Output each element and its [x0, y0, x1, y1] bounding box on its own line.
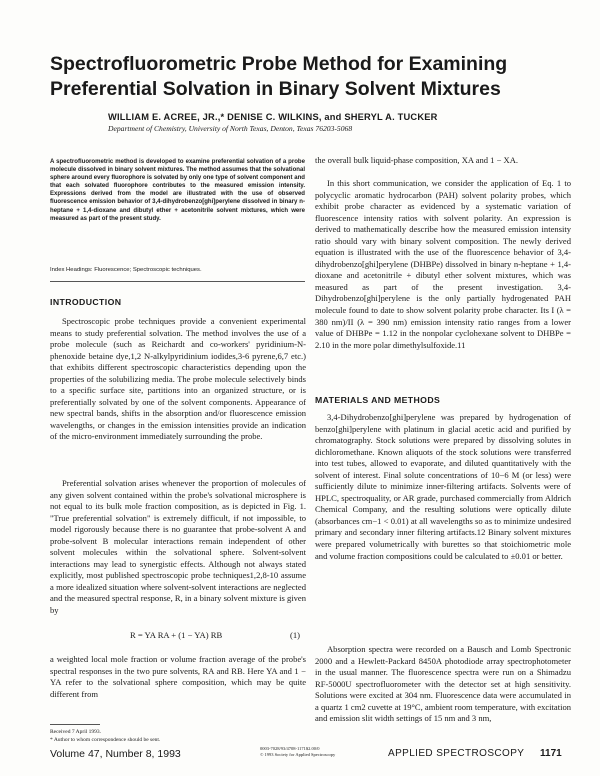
- volume-info: Volume 47, Number 8, 1993: [50, 748, 181, 760]
- article-title: [50, 52, 570, 102]
- intro-paragraph-2: Preferential solvation arises whenever the proportion of molecules of any given solvent contained within the probe's solvational microsphere is not equal to its bulk mole fraction composition, as is depicted in Fig. 1. "True preferential solvation" is extremely difficult, if not impossible, to model rigorously because there is no guarantee that probe-solvent A and probe-solvent B molecular interactions remain independent of other solvent molecules within the solvational sphere. Solvent-solvent interactions may lead to synergistic effects. Although not always stated explicitly, most published spectroscopic probe techniques1,2,8-10 assume a more idealized situation where solvent-solvent interactions are neglected and the measured spectral response, R, in a binary solvent mixture is given by: [50, 478, 306, 616]
- page-number: 1171: [540, 748, 562, 759]
- methods-paragraph-2: Absorption spectra were recorded on a Bausch and Lomb Spectronic 2000 and a Hewlett-Packard 8450A photodiode array spectrophotometer in the usual manner. The fluorescence spectra were run on a Shimadzu RF-5000U spectrofluorometer with the detector set at high sensitivity. Solutions were excited at 304 nm. Fluorescence data were accumulated in a quartz 1 cm2 cuvette at 19°C, ambient room temperature, with excitation and emission slit width settings of 15 nm and 3 nm,: [315, 644, 571, 724]
- affiliation: Department of Chemistry, University of North Texas, Denton, Texas 76203-5068: [108, 124, 353, 133]
- abstract-divider: [50, 281, 305, 282]
- right-paragraph-1: the overall bulk liquid-phase composition, XA and 1 − XA.: [315, 155, 519, 165]
- index-headings: Index Headings: Fluorescence; Spectroscopic techniques.: [50, 267, 202, 273]
- received-footnote: Received 7 April 1993.: [50, 729, 102, 735]
- methods-heading: MATERIALS AND METHODS: [315, 395, 441, 405]
- journal-name: APPLIED SPECTROSCOPY: [388, 748, 525, 759]
- author-list: WILLIAM E. ACREE, JR.,* DENISE C. WILKINS, and SHERYL A. TUCKER: [108, 112, 438, 122]
- issn-code: 0003-7028/93/4708-1171$2.00/0: [260, 746, 320, 751]
- title-line-1: Spectrofluorometric Probe Method for Examining: [50, 53, 508, 75]
- footnote-rule: [50, 724, 100, 725]
- equation-number: (1): [289, 630, 300, 640]
- abstract: A spectrofluorometric method is developed to examine preferential solvation of a probe molecule dissolved in binary solvent mixtures. The method assumes that the solvational sphere around every fluorophore is solvated by only one type of solvent component and that each solvated fluorophore contributes to the measured emission intensity. Expressions derived from the model are illustrated with the use of observed fluorescence emission behavior of 3,4-dihydrobenzo[ghi]perylene dissolved in binary n-heptane + 1,4-dioxane and dibutyl ether + acetonitrile solvent mixtures, which were measured as part of the present study.: [50, 159, 305, 222]
- copyright: © 1993 Society for Applied Spectroscopy: [260, 752, 336, 757]
- methods-paragraph-1: 3,4-Dihydrobenzo[ghi]perylene was prepared by hydrogenation of benzo[ghi]perylene with platinum in glacial acetic acid and purified by chromatography. Stock solutions were prepared by dissolving solutes in dichloromethane. Known aliquots of the stock solutions were transferred into test tubes, allowed to evaporate, and diluted quantitatively with the solvent of interest. Final solute concentrations of 10−6 M (or less) were sufficiently dilute to minimize inner-filtering artifacts. Solvents were of HPLC, spectroquality, or AR grade, purchased commercially from Aldrich Chemical Company, and the resulting solutions were optically dilute (absorbances cm−1 < 0.01) at all wavelengths so as to minimize undesired primary and secondary inner filtering artifacts.12 Binary solvent mixtures were prepared volumetrically with burettes so that stoichiometric mole and volume fraction compositions could be calculated to ±0.01 or better.: [315, 412, 571, 561]
- issn-block: [260, 746, 380, 758]
- intro-paragraph-1: Spectroscopic probe techniques provide a convenient experimental means to study preferential solvation. The method involves the use of a probe molecule (such as Reichardt and co-workers' pyridinium-N-phenoxide betaine dye,1,2 N-alkylpyridinium iodides,3-6 pyrene,6,7 etc.) that exhibits different spectroscopic characteristics depending upon the properties of the solubilizing media. The probe molecule selectively binds to a specific surface site, partitions into an organized structure, or is preferentially solvated by one of the solvent components. Appearance of new spectral bands, shifts in the absorption and/or fluorescence emission wavelengths, or changes in the emission intensities provide an indication of the micro-environment immediately surrounding the probe.: [50, 316, 306, 442]
- equation-expression: R = YA RA + (1 − YA) RB: [130, 630, 223, 640]
- intro-paragraph-3: a weighted local mole fraction or volume fraction average of the probe's spectral responses in the two pure solvents, RA and RB. Here YA and 1 − YA refer to the solvational sphere composition, which may be quite different from: [50, 654, 306, 699]
- title-line-2: Preferential Solvation in Binary Solvent Mixtures: [50, 78, 501, 100]
- right-paragraph-2: In this short communication, we consider the application of Eq. 1 to polycyclic aromatic hydrocarbon (PAH) solvent polarity probes, which exhibit probe character as evidenced by a systematic variation of fluorescence intensity ratios with solvent polarity. An expression is derived to mathematically describe how the measured emission intensity ratio should vary with binary solvent composition. The newly derived equation is illustrated with the use of the fluorescence behavior of 3,4-dihydrobenzo[ghi]perylene (DHBPe) dissolved in binary n-heptane + 1,4-dioxane and acetonitrile + dibutyl ether solvent mixtures, which was measured as part of the present investigation. 3,4-Dihydrobenzo[ghi]perylene is the only partially hydrogenated PAH molecule found to date to show solvent polarity probe character. Its I (λ = 380 nm)/II (λ = 390 nm) emission intensity ratio ranges from a lower value of DHBPe = 1.12 in the nonpolar cyclohexane solvent to DHBPe = 2.10 in the more polar dimethylsulfoxide.11: [315, 178, 571, 350]
- author-footnote: * Author to whom correspondence should be sent.: [50, 737, 161, 743]
- introduction-heading: INTRODUCTION: [50, 297, 122, 307]
- equation-1: [50, 630, 306, 642]
